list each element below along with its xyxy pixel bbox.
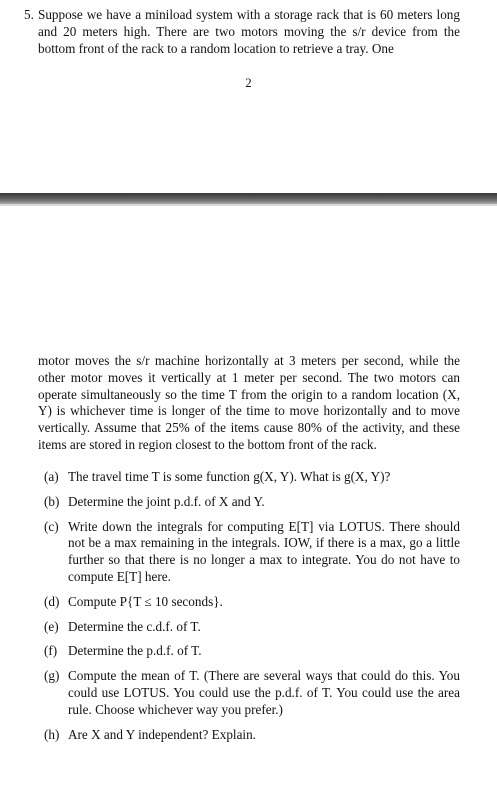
- part-text: Determine the p.d.f. of T.: [68, 643, 202, 659]
- list-item: [44, 519, 460, 586]
- part-label: (g): [44, 668, 60, 684]
- part-label: (h): [44, 726, 60, 742]
- list-item: [44, 494, 460, 511]
- part-text: Write down the integrals for computing E[T] via LOTUS. There should not be a max remaining in the integrals. IOW, if there is a max, go a little further so that there is no longer a max to integrate. You do not have to compute E[T] here.: [68, 518, 460, 584]
- page-divider-shadow: [0, 204, 497, 206]
- problem-number: 5.: [24, 7, 34, 22]
- problem-intro: [24, 7, 460, 57]
- list-item: [44, 469, 460, 486]
- part-text: The travel time T is some function g(X, Y). What is g(X, Y)?: [68, 469, 391, 484]
- part-label: (a): [44, 469, 59, 484]
- part-text: Compute P{T ≤ 10 seconds}.: [68, 593, 223, 609]
- page-number: 2: [245, 76, 252, 90]
- part-text: Are X and Y independent? Explain.: [68, 726, 256, 742]
- part-label: (d): [44, 593, 60, 609]
- part-label: (f): [44, 643, 58, 659]
- list-item: [44, 643, 460, 660]
- page-divider: [0, 193, 497, 204]
- part-text: Determine the c.d.f. of T.: [68, 618, 201, 634]
- part-label: (c): [44, 518, 59, 534]
- problem-intro-text: Suppose we have a miniload system with a storage rack that is 60 meters long and 20 meters high. There are two motors moving the s/r device from the bottom front of the rack to a random location to retrieve a tray. One: [38, 7, 460, 56]
- part-label: (e): [44, 618, 59, 634]
- part-text: Determine the joint p.d.f. of X and Y.: [68, 493, 265, 509]
- part-text: Compute the mean of T. (There are several ways that could do this. You could use LOTUS. You could use the p.d.f. of T. You could use the area rule. Choose whichever way you prefer.): [68, 668, 460, 717]
- part-label: (b): [44, 493, 60, 509]
- list-item: [44, 727, 460, 744]
- list-item: [44, 594, 460, 611]
- parts-list: [44, 469, 460, 751]
- problem-continuation: motor moves the s/r machine horizontally at 3 meters per second, while the other motor moves it vertically at 1 meter per second. The two motors can operate simultaneously so the time T from the origin to a random location (X, Y) is whichever time is longer of the time to move horizontally and to move vertically. Assume that 25% of the items cause 80% of the activity, and these items are stored in region closest to the bottom front of the rack.: [38, 353, 460, 452]
- list-item: [44, 619, 460, 636]
- list-item: [44, 668, 460, 718]
